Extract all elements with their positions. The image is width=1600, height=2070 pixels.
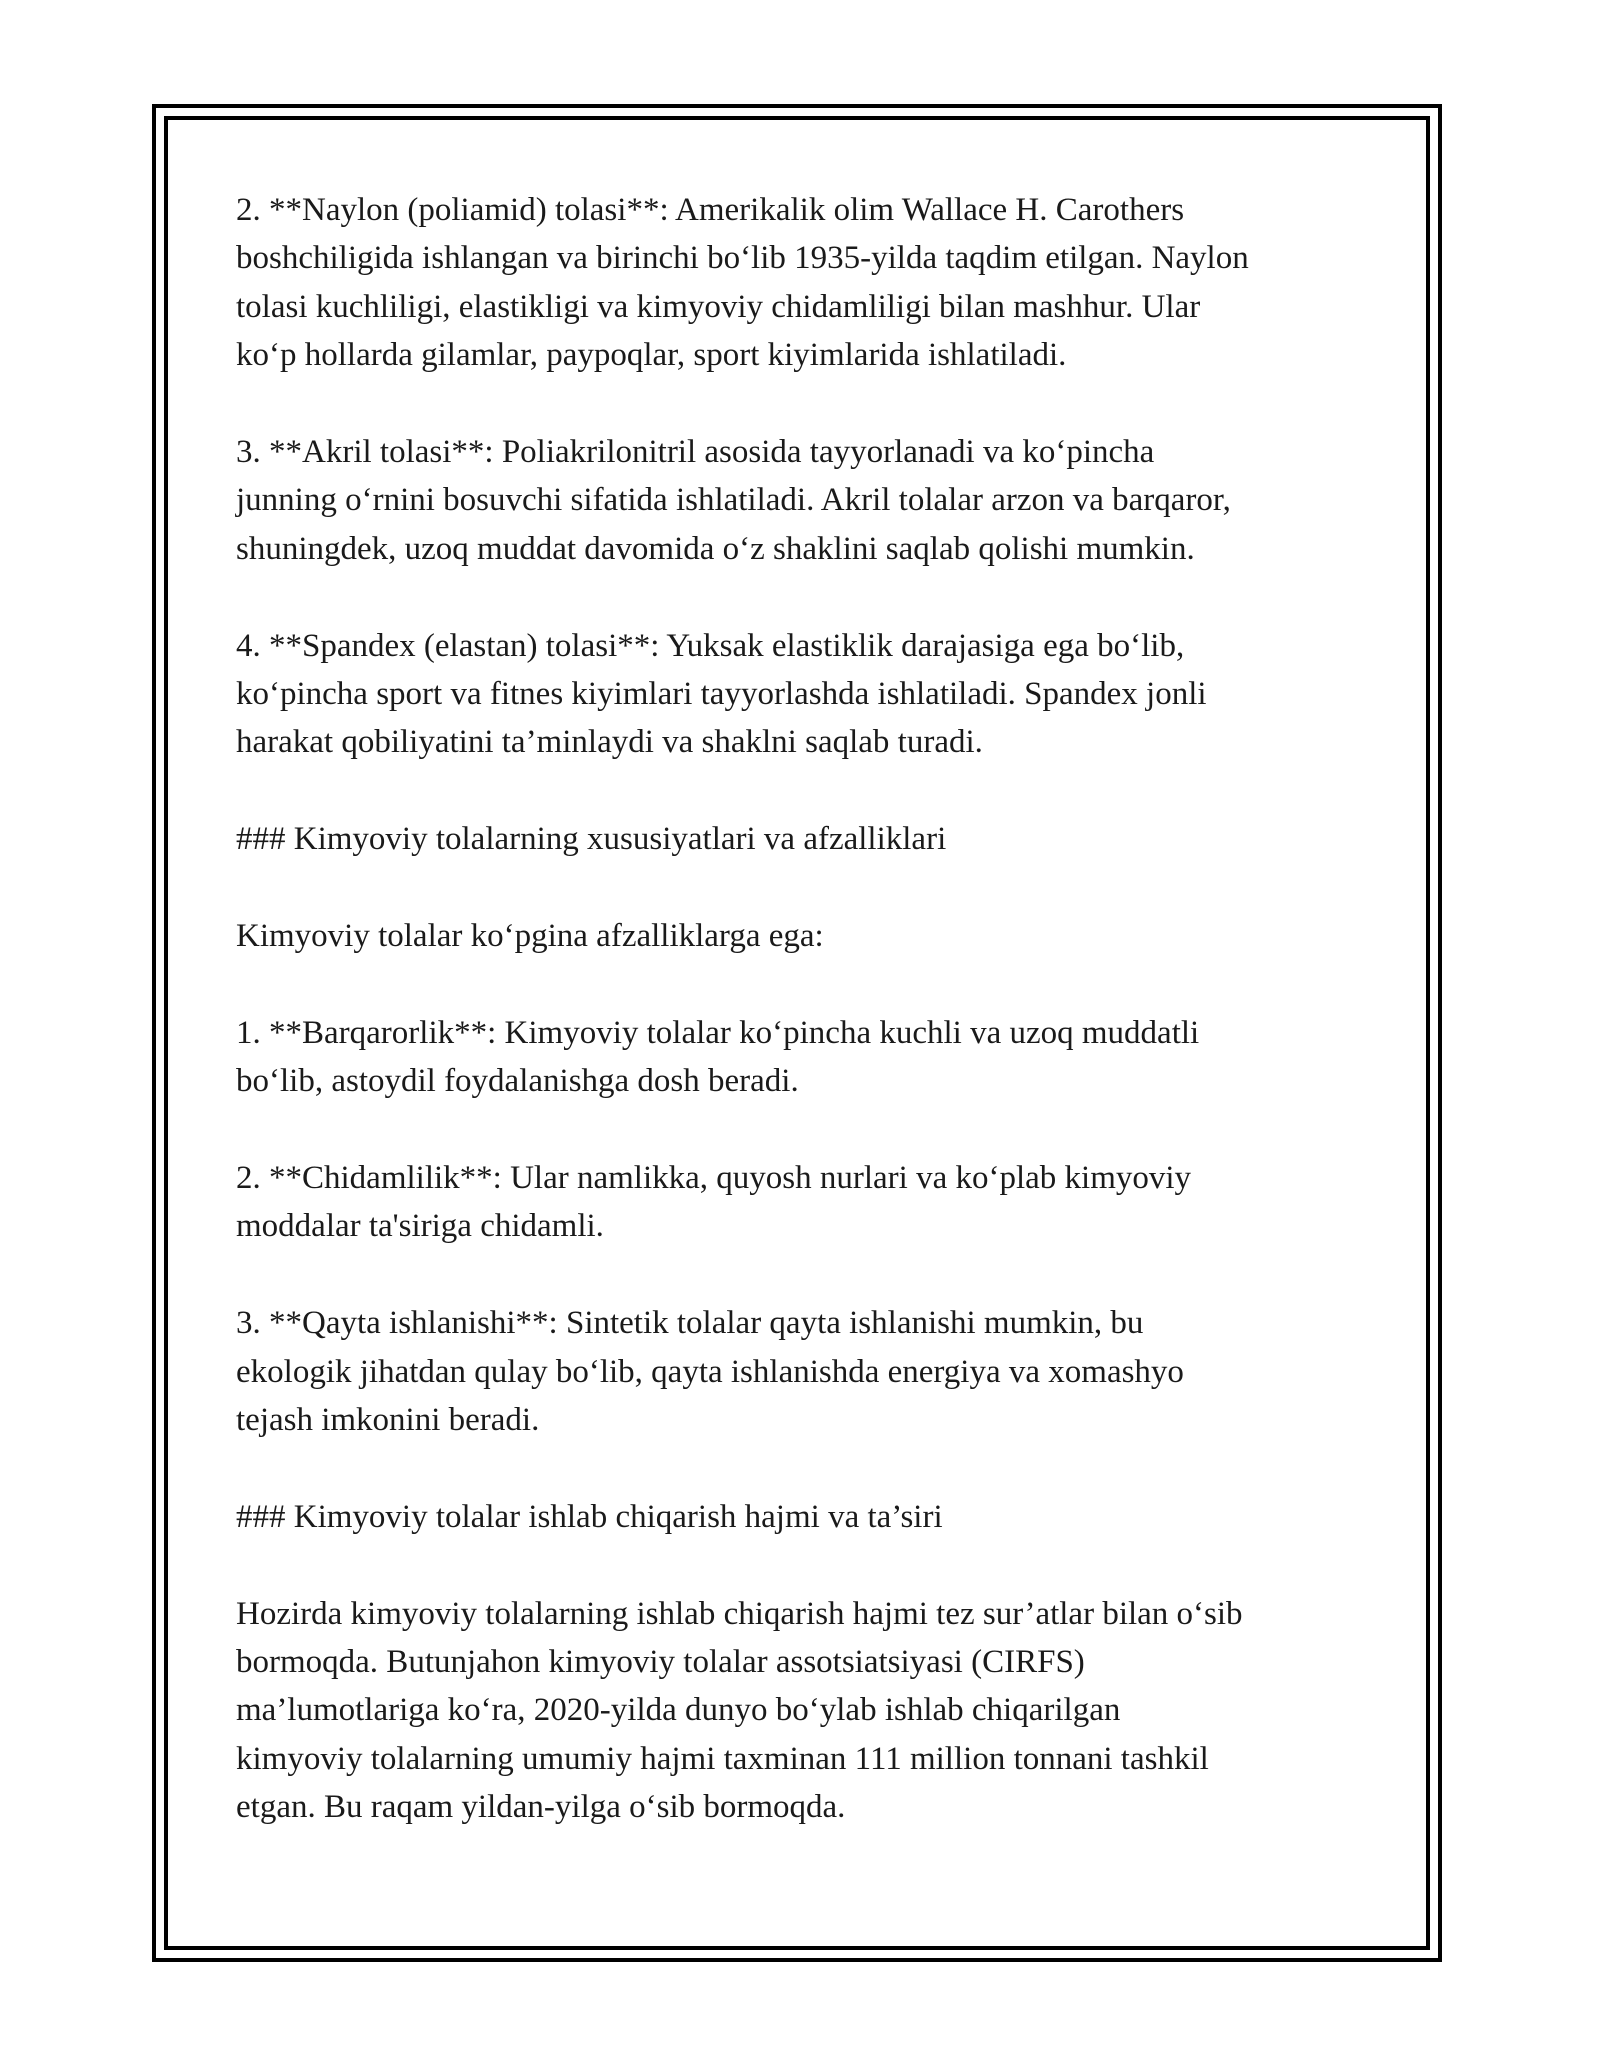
paragraph-production-volume [236, 1590, 1366, 1832]
paragraph-intro-advantages [236, 912, 1366, 960]
text-line: ma’lumotlariga ko‘ra, 2020-yilda dunyo bo‘ylab ishlab chiqarilgan [236, 1692, 1121, 1729]
document-body [236, 186, 1366, 1832]
paragraph-spandex [236, 622, 1366, 767]
paragraph-stability [236, 1009, 1366, 1106]
text-line: tejash imkonini beradi. [236, 1402, 540, 1439]
text-line: etgan. Bu raqam yildan-yilga o‘sib bormoqda. [236, 1789, 846, 1826]
text-line: 3. **Qayta ishlanishi**: Sintetik tolalar qayta ishlanishi mumkin, bu [236, 1305, 1144, 1342]
text-line: Hozirda kimyoviy tolalarning ishlab chiqarish hajmi tez sur’atlar bilan o‘sib [236, 1595, 1243, 1632]
text-line: ### Kimyoviy tolalar ishlab chiqarish hajmi va ta’siri [236, 1498, 943, 1535]
text-line: 2. **Chidamlilik**: Ular namlikka, quyosh nurlari va ko‘plab kimyoviy [236, 1160, 1192, 1197]
text-line: 4. **Spandex (elastan) tolasi**: Yuksak elastiklik darajasiga ega bo‘lib, [236, 627, 1185, 664]
text-line: bormoqda. Butunjahon kimyoviy tolalar assotsiatsiyasi (CIRFS) [236, 1644, 1085, 1681]
text-line: Kimyoviy tolalar ko‘pgina afzalliklarga ega: [236, 918, 824, 955]
text-line: ### Kimyoviy tolalarning xususiyatlari va afzalliklari [236, 821, 947, 858]
text-line: kimyoviy tolalarning umumiy hajmi taxminan 111 million tonnani tashkil [236, 1740, 1209, 1777]
section-heading-production [236, 1493, 1366, 1541]
text-line: 3. **Akril tolasi**: Poliakrilonitril asosida tayyorlanadi va ko‘pincha [236, 434, 1155, 471]
paragraph-acrylic [236, 428, 1366, 573]
text-line: 2. **Naylon (poliamid) tolasi**: Amerikalik olim Wallace H. Carothers [236, 192, 1185, 228]
text-line: 1. **Barqarorlik**: Kimyoviy tolalar ko‘pincha kuchli va uzoq muddatli [236, 1014, 1200, 1051]
text-line: moddalar ta'siriga chidamli. [236, 1208, 604, 1245]
paragraph-durability [236, 1154, 1366, 1251]
text-line: boshchiligida ishlangan va birinchi bo‘lib 1935-yilda taqdim etilgan. Naylon [236, 240, 1249, 277]
text-line: ko‘p hollarda gilamlar, paypoqlar, sport kiyimlarida ishlatiladi. [236, 337, 1067, 374]
section-heading-properties [236, 815, 1366, 863]
paragraph-recycling [236, 1299, 1366, 1444]
text-line: tolasi kuchliligi, elastikligi va kimyoviy chidamliligi bilan mashhur. Ular [236, 288, 1201, 325]
paragraph-nylon [236, 186, 1366, 380]
text-line: shuningdek, uzoq muddat davomida o‘z shaklini saqlab qolishi mumkin. [236, 530, 1195, 567]
text-line: harakat qobiliyatini ta’minlaydi va shaklni saqlab turadi. [236, 724, 983, 761]
text-line: junning o‘rnini bosuvchi sifatida ishlatiladi. Akril tolalar arzon va barqaror, [236, 482, 1231, 519]
text-line: bo‘lib, astoydil foydalanishga dosh beradi. [236, 1063, 799, 1100]
text-line: ko‘pincha sport va fitnes kiyimlari tayyorlashda ishlatiladi. Spandex jonli [236, 676, 1207, 713]
text-line: ekologik jihatdan qulay bo‘lib, qayta ishlanishda energiya va xomashyo [236, 1353, 1184, 1390]
